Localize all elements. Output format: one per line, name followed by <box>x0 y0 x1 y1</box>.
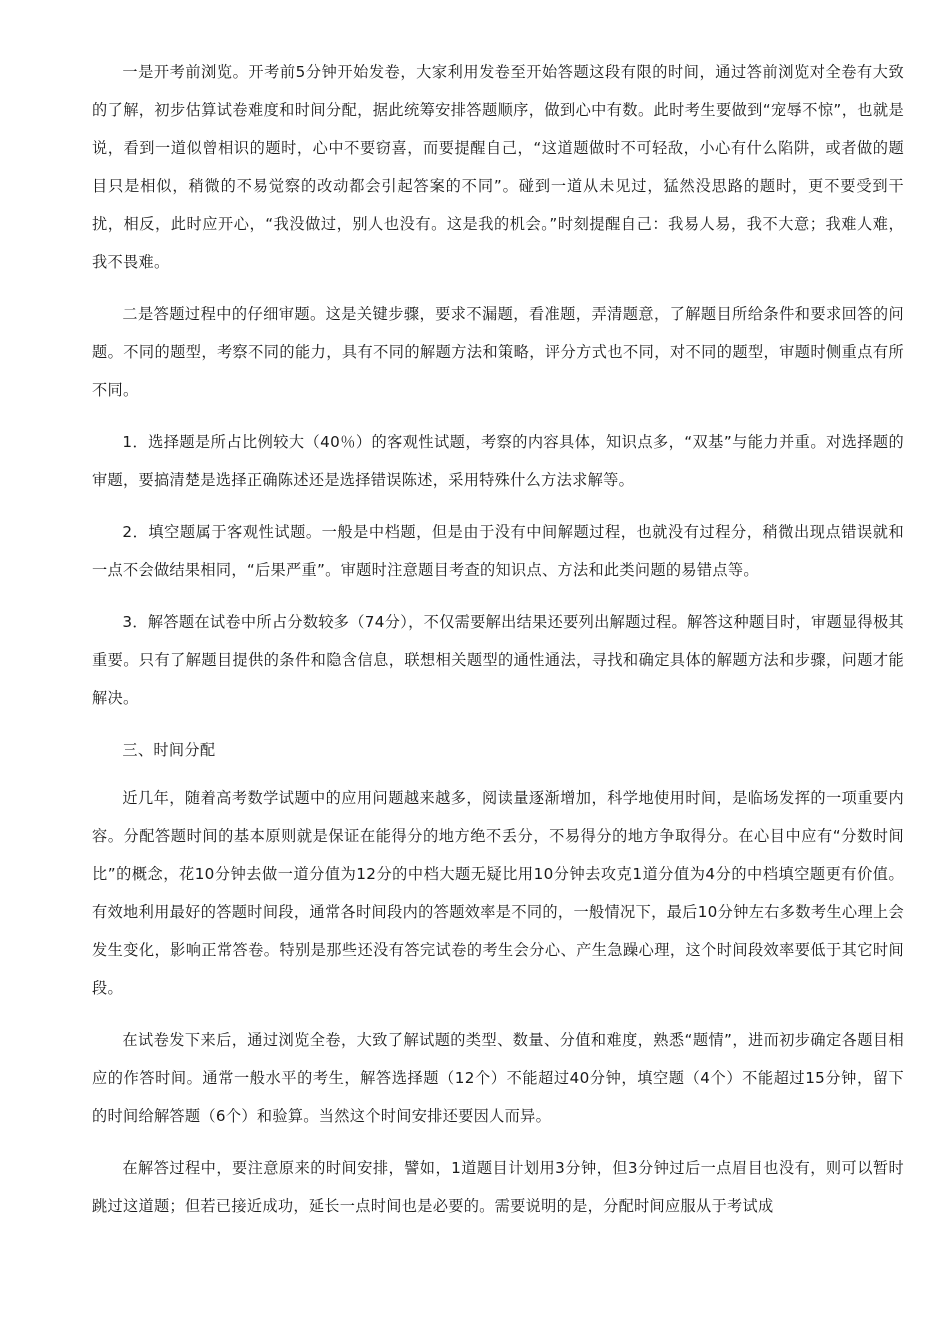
section-heading-time-allocation: 三、时间分配 <box>122 741 216 759</box>
paragraph-problem-solving: 3．解答题在试卷中所占分数较多（74分），不仅需要解出结果还要列出解题过程。解答这种题目时，审题显得极其重要。只有了解题目提供的条件和隐含信息，联想相关题型的通性通法，寻找和确定具体的解题方法和步骤，问题才能解决。 <box>92 613 904 707</box>
paragraph-time-principles: 近几年，随着高考数学试题中的应用问题越来越多，阅读量逐渐增加，科学地使用时间，是临场发挥的一项重要内容。分配答题时间的基本原则就是保证在能得分的地方绝不丢分，不易得分的地方争取得分。在心目中应有“分数时间比”的概念，花10分钟去做一道分值为12分的中档大题无疑比用10分钟去攻克1道分值为4分的中档填空题更有价值。有效地利用最好的答题时间段，通常各时间段内的答题效率是不同的，一般情况下，最后10分钟左右多数考生心理上会发生变化，影响正常答卷。特别是那些还没有答完试卷的考生会分心、产生急躁心理，这个时间段效率要低于其它时间段。 <box>92 789 904 997</box>
paragraph-time-plan: 在试卷发下来后，通过浏览全卷，大致了解试题的类型、数量、分值和难度，熟悉“题情”，进而初步确定各题目相应的作答时间。通常一般水平的考生，解答选择题（12个）不能超过40分钟，填空题（4个）不能超过15分钟，留下的时间给解答题（6个）和验算。当然这个时间安排还要因人而异。 <box>92 1031 904 1125</box>
paragraph-preview-strategy: 一是开考前浏览。开考前5分钟开始发卷，大家利用发卷至开始答题这段有限的时间，通过答前浏览对全卷有大致的了解，初步估算试卷难度和时间分配，据此统筹安排答题顺序，做到心中有数。此时考生要做到“宠辱不惊”，也就是说，看到一道似曾相识的题时，心中不要窃喜，而要提醒自己，“这道题做时不可轻敌，小心有什么陷阱，或者做的题目只是相似，稍微的不易觉察的改动都会引起答案的不同”。碰到一道从未见过，猛然没思路的题时，更不要受到干扰，相反，此时应开心，“我没做过，别人也没有。这是我的机会。”时刻提醒自己：我易人易，我不大意；我难人难，我不畏难。 <box>92 63 904 271</box>
paragraph-fill-in-blank: 2．填空题属于客观性试题。一般是中档题，但是由于没有中间解题过程，也就没有过程分，稍微出现点错误就和一点不会做结果相同，“后果严重”。审题时注意题目考查的知识点、方法和此类问题的易错点等。 <box>92 523 904 579</box>
document-body <box>92 53 904 1239</box>
paragraph-multiple-choice: 1．选择题是所占比例较大（40％）的客观性试题，考察的内容具体，知识点多，“双基”与能力并重。对选择题的审题，要搞清楚是选择正确陈述还是选择错误陈述，采用特殊什么方法求解等。 <box>92 433 904 489</box>
paragraph-time-adjustment: 在解答过程中，要注意原来的时间安排，譬如，1道题目计划用3分钟，但3分钟过后一点眉目也没有，则可以暂时跳过这道题；但若已接近成功，延长一点时间也是必要的。需要说明的是，分配时间应服从于考试成 <box>92 1159 904 1215</box>
paragraph-careful-reading: 二是答题过程中的仔细审题。这是关键步骤，要求不漏题，看准题，弄清题意，了解题目所给条件和要求回答的问题。不同的题型，考察不同的能力，具有不同的解题方法和策略，评分方式也不同，对不同的题型，审题时侧重点有所不同。 <box>92 305 904 399</box>
